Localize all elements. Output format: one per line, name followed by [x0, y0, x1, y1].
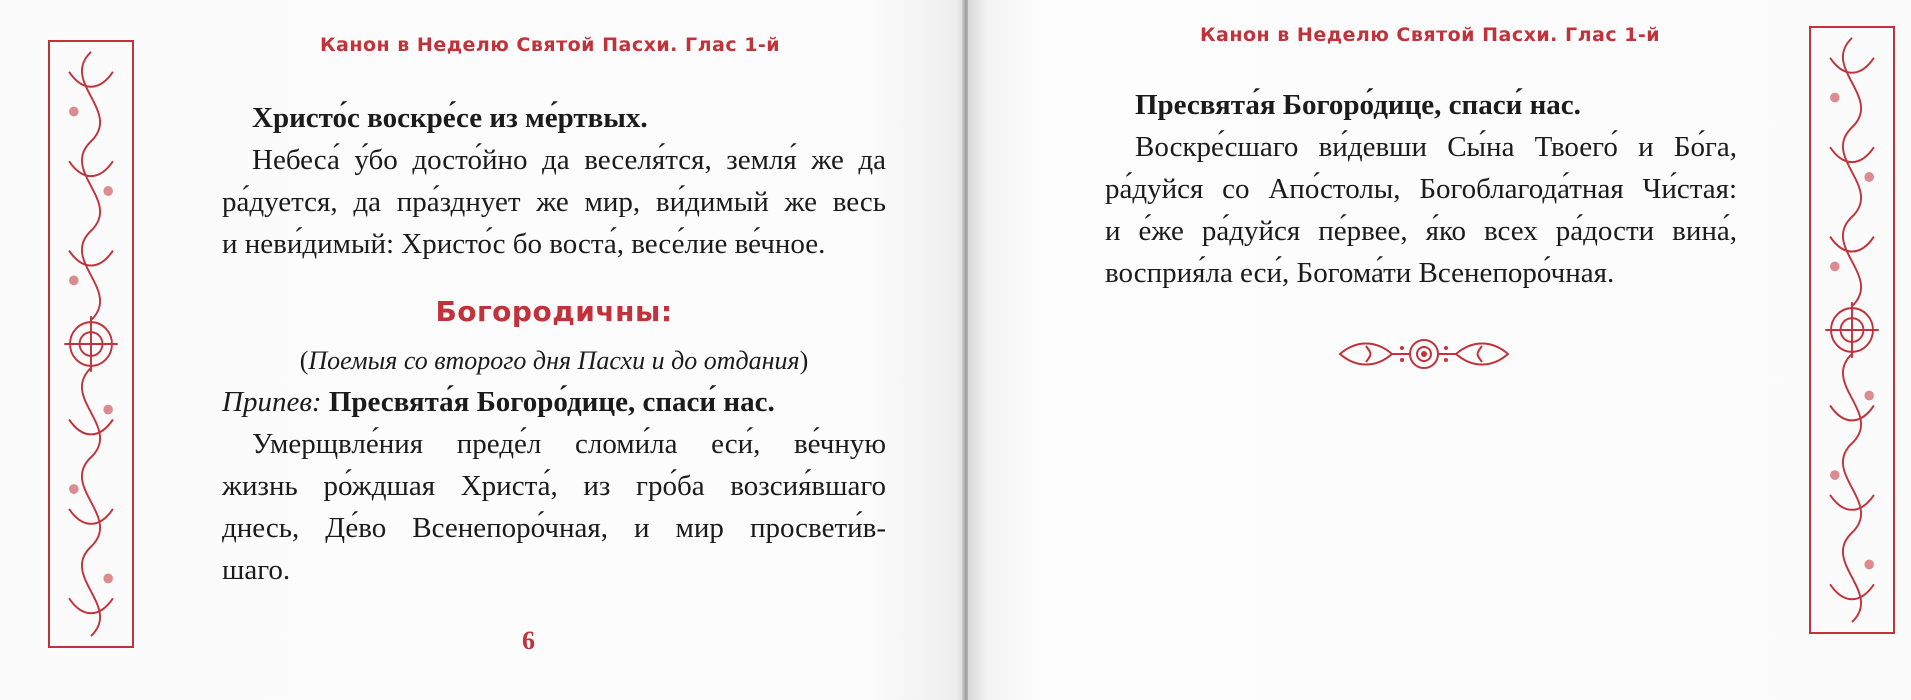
- troparion-line: жизнь ро́ждшая Христа́, из гро́ба возсия́вшаго: [222, 470, 886, 502]
- subtitle-text: Поемыя со второго дня Пасхи и до отдания: [308, 346, 800, 375]
- floral-border-icon: [1809, 26, 1895, 634]
- floral-border-icon: [48, 40, 134, 648]
- verse-line: ра́дуется, да пра́зднует же мир, ви́димый же весь: [222, 186, 886, 218]
- verse-line: ра́дуйся со Апо́столы, Богоблагода́тная Чи́стая:: [1105, 173, 1737, 205]
- troparion-line: днесь, Де́во Всенепоро́чная, и мир просвети́в-: [222, 512, 886, 544]
- left-text-block: [222, 97, 886, 591]
- verse-line: и е́же ра́дуйся пе́рвее, я́ко всех ра́дости вина́,: [1105, 215, 1737, 247]
- verse-line: восприя́ла еси́, Богома́ти Всенепоро́чная.: [1105, 257, 1615, 289]
- section-heading: Богородичны:: [435, 295, 673, 328]
- right-text-block: [1105, 84, 1737, 294]
- subtitle-open: (: [299, 346, 309, 375]
- page-number: 6: [522, 626, 535, 655]
- refrain-text: Пресвята́я Богоро́дице, спаси́ нас.: [328, 386, 775, 418]
- subtitle: [222, 341, 886, 381]
- troparion-line: шаго.: [222, 554, 291, 586]
- troparion-line: Умерщвле́ния преде́л сломи́ла еси́, ве́чную: [252, 428, 886, 460]
- verse-line: и неви́димый: Христо́с бо воста́, весе́лие ве́чное.: [222, 228, 826, 260]
- refrain-label: Припев:: [222, 386, 322, 418]
- verse-line: Христо́с воскре́се из ме́ртвых.: [252, 102, 648, 134]
- subtitle-close: ): [799, 346, 809, 375]
- refrain-line: Пресвята́я Богоро́дице, спаси́ нас.: [1135, 89, 1581, 121]
- running-head: Канон в Неделю Святой Пасхи. Глас 1-й: [1200, 24, 1661, 46]
- verse-line: Воскре́сшаго ви́девши Сы́на Твоего́ и Бо́га,: [1135, 131, 1737, 163]
- verse-line: Небеса́ у́бо досто́йно да веселя́тся, земля́ же да: [252, 144, 886, 176]
- refrain-line: [222, 381, 886, 423]
- running-head: Канон в Неделю Святой Пасхи. Глас 1-й: [320, 34, 781, 56]
- right-page: [968, 0, 1911, 700]
- floral-ornament-icon: [1336, 336, 1512, 372]
